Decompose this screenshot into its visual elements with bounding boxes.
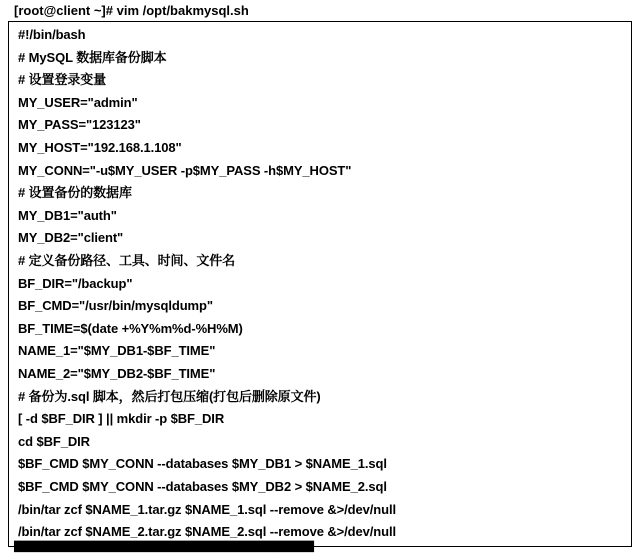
- code-line-bf-time: BF_TIME=$(date +%Y%m%d-%H%M): [18, 321, 243, 336]
- code-line-name-2: NAME_2="$MY_DB2-$BF_TIME": [18, 366, 216, 381]
- code-line-bf-dir: BF_DIR="/backup": [18, 276, 133, 291]
- code-line-name-1: NAME_1="$MY_DB1-$BF_TIME": [18, 343, 216, 358]
- code-line-my-host: MY_HOST="192.168.1.108": [18, 140, 182, 155]
- code-line-comment-paths: # 定义备份路径、工具、时间、文件名: [18, 253, 236, 268]
- shell-prompt-command: [root@client ~]# vim /opt/bakmysql.sh: [14, 3, 249, 18]
- code-line-my-user: MY_USER="admin": [18, 95, 138, 110]
- code-line-comment-title: # MySQL 数据库备份脚本: [18, 50, 167, 65]
- code-line-tar-1: /bin/tar zcf $NAME_1.tar.gz $NAME_1.sql --remove &>/dev/null: [18, 502, 396, 517]
- code-line-comment-login-vars: # 设置登录变量: [18, 72, 107, 87]
- script-code-block: [8, 21, 632, 547]
- code-line-cd: cd $BF_DIR: [18, 434, 90, 449]
- code-line-tar-2: /bin/tar zcf $NAME_2.tar.gz $NAME_2.sql --remove &>/dev/null: [18, 524, 396, 539]
- code-line-dump-db1: $BF_CMD $MY_CONN --databases $MY_DB1 > $NAME_1.sql: [18, 456, 387, 471]
- code-line-my-conn: MY_CONN="-u$MY_USER -p$MY_PASS -h$MY_HOST": [18, 163, 352, 178]
- code-line-bf-cmd: BF_CMD="/usr/bin/mysqldump": [18, 298, 213, 313]
- code-line-comment-backup: # 备份为.sql 脚本，然后打包压缩(打包后删除原文件): [18, 389, 321, 404]
- code-line-my-db1: MY_DB1="auth": [18, 208, 117, 223]
- code-line-shebang: #!/bin/bash: [18, 27, 86, 42]
- cropped-text-fragment: ▆▆▆▆▆▆▆▆▆▆▆▆▆▆▆▆▆▆▆▆▆▆▆▆▆▆▆▆▆▆: [14, 537, 314, 552]
- code-line-dump-db2: $BF_CMD $MY_CONN --databases $MY_DB2 > $NAME_2.sql: [18, 479, 387, 494]
- code-line-comment-databases: # 设置备份的数据库: [18, 185, 132, 200]
- code-line-my-db2: MY_DB2="client": [18, 230, 124, 245]
- code-line-my-pass: MY_PASS="123123": [18, 117, 141, 132]
- code-line-mkdir: [ -d $BF_DIR ] || mkdir -p $BF_DIR: [18, 411, 225, 426]
